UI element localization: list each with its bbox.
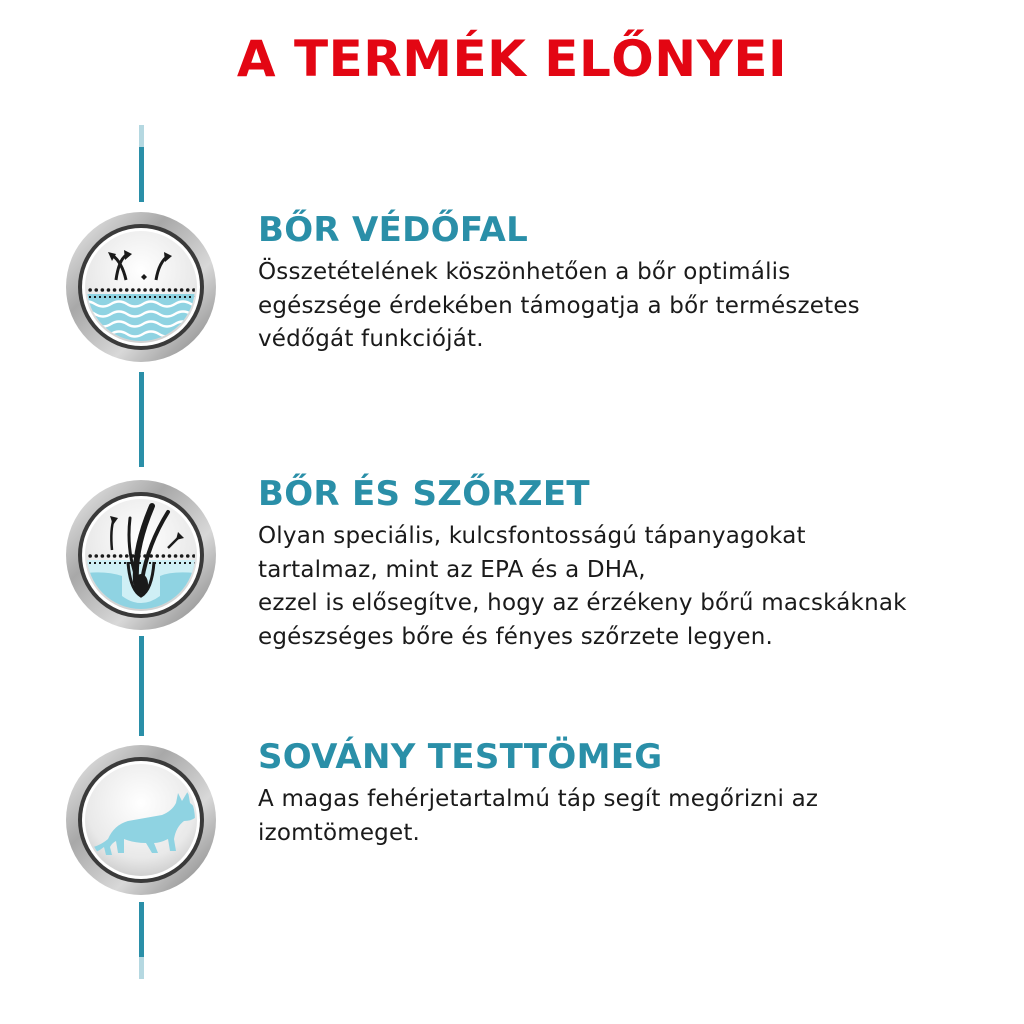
benefit-lean-mass: [258, 737, 1018, 850]
timeline-segment: [139, 372, 144, 467]
skin-and-coat-icon: [64, 478, 218, 632]
lean-cat-icon: [64, 743, 218, 897]
benefit-text: A magas fehérjetartalmú táp segít megőrizni az izomtömeget.: [258, 786, 819, 846]
timeline-fade-bottom: [139, 957, 144, 979]
skin-barrier-icon: [64, 210, 218, 364]
timeline-segment: [139, 147, 144, 202]
benefit-title: BŐR ÉS SZŐRZET: [258, 474, 590, 514]
timeline-fade-top: [139, 125, 144, 147]
benefit-text: Összetételének köszönhetően a bőr optimális egészsége érdekében támogatja a bőr természetes védőgát funkcióját.: [258, 259, 860, 352]
benefit-skin-and-coat: [258, 474, 1018, 654]
timeline-segment: [139, 902, 144, 957]
benefit-title: BŐR VÉDŐFAL: [258, 210, 529, 250]
benefit-title: SOVÁNY TESTTÖMEG: [258, 737, 663, 777]
benefit-skin-barrier: [258, 210, 1018, 357]
benefit-text: Olyan speciális, kulcsfontosságú tápanyagokat tartalmaz, mint az EPA és a DHA, ezzel is elősegítve, hogy az érzékeny bőrű macskáknak egészséges bőre és fényes szőrzete legyen.: [258, 523, 907, 650]
page-title: A TERMÉK ELŐNYEI: [236, 30, 788, 88]
timeline-segment: [139, 636, 144, 736]
